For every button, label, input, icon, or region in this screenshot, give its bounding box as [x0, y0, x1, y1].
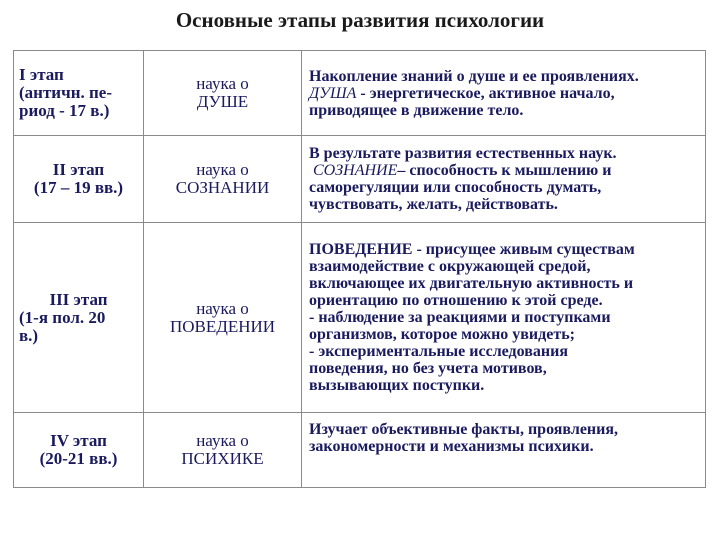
- description-text: ориентацию по отношению к этой среде.: [309, 292, 603, 309]
- science-cell: [144, 413, 302, 488]
- stage-text: в.): [19, 325, 39, 345]
- description-text: закономерности и механизмы психики.: [309, 438, 594, 455]
- stage-cell: [14, 223, 144, 413]
- stage-text: I этап: [19, 65, 64, 84]
- science-text: ПОВЕДЕНИИ: [169, 316, 276, 336]
- science-text: ДУШЕ: [196, 92, 249, 111]
- description-text: организмов, которое можно увидеть;: [309, 326, 575, 343]
- term-text: ДУША: [309, 84, 357, 102]
- description-cell: [302, 223, 706, 413]
- description-text: взаимодействие с окружающей средой,: [309, 258, 591, 275]
- stage-text: (1-я пол. 20: [19, 307, 106, 327]
- description-text: В результате развития естественных наук.: [309, 145, 617, 162]
- table-row: [14, 136, 706, 223]
- description-cell: [302, 136, 706, 223]
- page-title: Основные этапы развития психологии: [175, 8, 545, 32]
- table-row: [14, 223, 706, 413]
- stages-table: [13, 50, 706, 488]
- description-cell: [302, 51, 706, 136]
- stage-cell: [14, 136, 144, 223]
- term-text: СОЗНАНИЕ: [313, 162, 398, 179]
- science-text: ПСИХИКЕ: [181, 449, 264, 468]
- description-text: включающее их двигательную активность и: [309, 275, 634, 292]
- stage-text: (17 – 19 вв.): [33, 178, 124, 197]
- science-cell: [144, 136, 302, 223]
- description-text: чувствовать, желать, действовать.: [309, 196, 558, 213]
- description-text: - энергетическое, активное начало,: [356, 84, 615, 102]
- science-text: наука о: [196, 431, 249, 450]
- stage-text: II этап: [52, 160, 105, 179]
- description-text: вызывающих поступки.: [309, 377, 485, 394]
- science-text: наука о: [196, 298, 249, 318]
- description-cell: [302, 413, 706, 488]
- description-text: Накопление знаний о душе и ее проявлениях.: [309, 67, 639, 85]
- description-text: приводящее в движение тело.: [309, 101, 524, 119]
- science-cell: [144, 223, 302, 413]
- table-row: [14, 51, 706, 136]
- description-text: поведения, но без учета мотивов,: [309, 360, 547, 377]
- science-cell: [144, 51, 302, 136]
- stage-text: риод - 17 в.): [19, 101, 110, 120]
- stage-text: (античн. пе-: [19, 83, 112, 102]
- description-text: саморегуляции или способность думать,: [309, 179, 602, 196]
- description-text: – способность к мышлению и: [397, 162, 612, 179]
- science-text: СОЗНАНИИ: [175, 178, 270, 197]
- description-text: - наблюдение за реакциями и поступками: [309, 309, 611, 326]
- description-text: Изучает объективные факты, проявления,: [309, 421, 619, 438]
- stage-cell: [14, 51, 144, 136]
- stage-cell: [14, 413, 144, 488]
- science-text: наука о: [196, 74, 249, 93]
- stage-text: (20-21 вв.): [39, 449, 118, 468]
- stage-text: IV этап: [50, 431, 107, 450]
- description-text: ПОВЕДЕНИЕ - присущее живым существам: [309, 241, 635, 258]
- description-text: - экспериментальные исследования: [309, 343, 568, 360]
- table-row: [14, 413, 706, 488]
- stage-text: III этап: [49, 289, 108, 309]
- science-text: наука о: [196, 160, 249, 179]
